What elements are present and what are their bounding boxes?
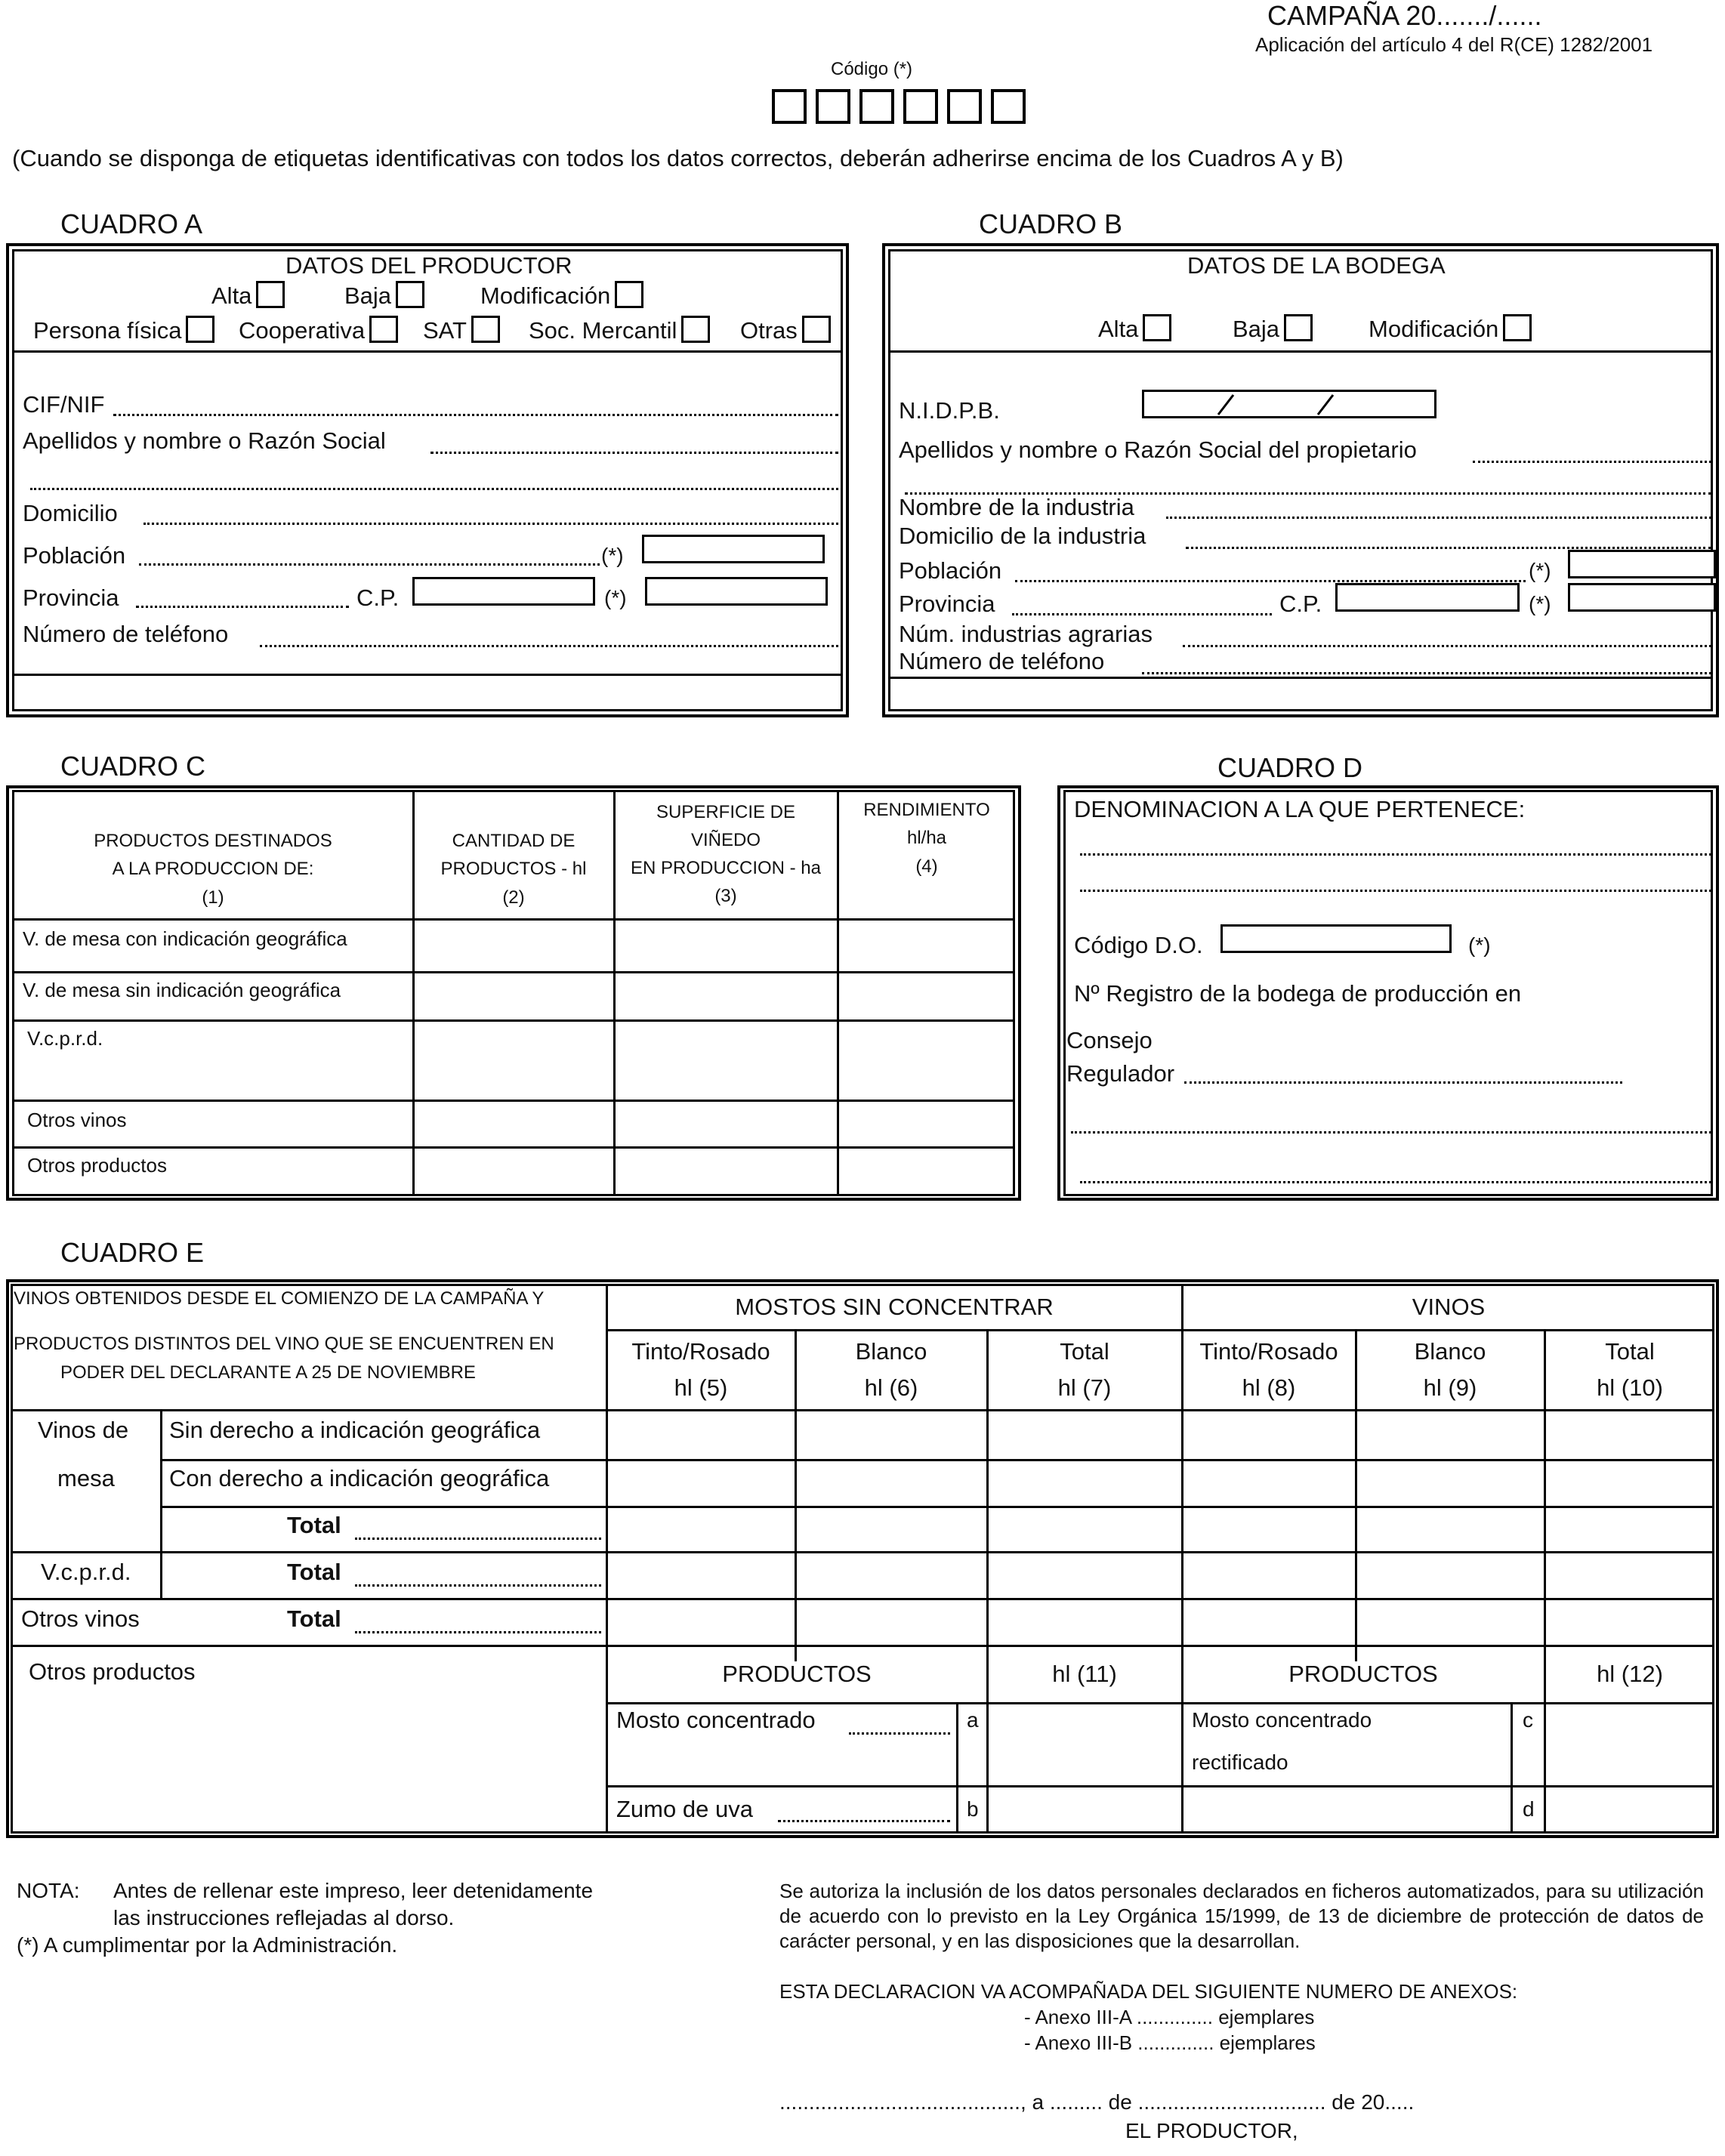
productos-header: PRODUCTOS: [722, 1660, 872, 1687]
bodega-baja-option[interactable]: [1233, 314, 1313, 343]
otros-productos-label: Otros productos: [29, 1658, 196, 1685]
marker-b: b: [967, 1797, 979, 1821]
provincia-code-box[interactable]: [1568, 583, 1716, 612]
divider: [795, 1329, 797, 1661]
sat-option[interactable]: [423, 316, 500, 344]
col-unit: hl (7): [1057, 1374, 1112, 1401]
col-name: Total: [1605, 1337, 1655, 1365]
denominacion-field-2[interactable]: [1080, 890, 1711, 892]
mostos-header: MOSTOS SIN CONCENTRAR: [735, 1293, 1054, 1320]
divider: [1181, 1284, 1183, 1661]
col-unit: hl (10): [1597, 1374, 1663, 1401]
persona-fisica-checkbox[interactable]: [186, 316, 214, 343]
persona-fisica-label: Persona física: [33, 317, 182, 344]
otras-option[interactable]: [740, 316, 831, 344]
admin-mark: (*): [604, 586, 627, 609]
marker-d: d: [1523, 1797, 1535, 1821]
col-header: [1184, 1332, 1353, 1408]
nombre-field-2[interactable]: [30, 488, 838, 490]
divider: [12, 674, 843, 676]
total-field[interactable]: [355, 1538, 601, 1540]
header-rendimiento: RENDIMIENTO hl/ha (4): [863, 800, 990, 877]
regulador-field-3[interactable]: [1080, 1181, 1711, 1183]
otras-checkbox[interactable]: [802, 316, 831, 343]
cuadro-e-title: CUADRO E: [60, 1237, 205, 1268]
provincia-label: Provincia: [23, 584, 119, 611]
modificacion-label: Modificación: [1369, 316, 1499, 342]
header-superficie: SUPERFICIE DE VIÑEDO EN PRODUCCION - ha (3): [630, 801, 822, 907]
propietario-label: Apellidos y nombre o Razón Social del propietario: [899, 436, 1417, 463]
mosto-rectificado-label-1: Mosto concentrado: [1192, 1708, 1372, 1732]
cuadro-d-title: CUADRO D: [1217, 752, 1363, 783]
admin-mark: (*): [1529, 559, 1551, 582]
nombre-field[interactable]: [430, 452, 838, 454]
poblacion-code-box[interactable]: [642, 535, 825, 563]
col-unit: hl (5): [674, 1374, 728, 1401]
anexo-a-line: - Anexo III-A .............. ejemplares: [1024, 2006, 1315, 2028]
mosto-concentrado-field[interactable]: [849, 1732, 950, 1735]
admin-mark: (*): [1468, 933, 1491, 957]
col-header: [989, 1332, 1180, 1408]
cp-box[interactable]: [412, 577, 595, 606]
divider: [11, 1598, 1714, 1600]
poblacion-field[interactable]: [139, 563, 600, 566]
telefono-field[interactable]: [260, 645, 838, 647]
divider: [12, 918, 1015, 921]
telefono-label: Número de teléfono: [899, 648, 1105, 674]
divider: [12, 350, 843, 353]
consejo-label: Consejo: [1066, 1027, 1153, 1053]
soc-mercantil-option[interactable]: [529, 316, 710, 344]
code-box[interactable]: [816, 89, 850, 124]
divider: [12, 1146, 1015, 1149]
col-unit: hl (9): [1423, 1374, 1477, 1401]
denominacion-label: DENOMINACION A LA QUE PERTENECE:: [1074, 796, 1526, 822]
divider: [412, 790, 415, 1196]
bodega-modificacion-option[interactable]: [1369, 314, 1532, 343]
mosto-rectificado-label-2: rectificado: [1192, 1750, 1288, 1774]
code-box[interactable]: [903, 89, 938, 124]
regulation-reference: Aplicación del artículo 4 del R(CE) 1282/2001: [1255, 33, 1653, 56]
baja-label: Baja: [344, 282, 392, 309]
cif-label: CIF/NIF: [23, 391, 105, 418]
slash-separators: [1144, 392, 1434, 416]
divider: [888, 677, 1713, 679]
baja-option[interactable]: [344, 281, 424, 310]
cuadro-b-title: CUADRO B: [979, 208, 1123, 239]
vinos-description-3: PODER DEL DECLARANTE A 25 DE NOVIEMBRE: [60, 1362, 476, 1383]
divider: [606, 1785, 1714, 1787]
industria-field[interactable]: [1166, 517, 1711, 519]
divider: [12, 1100, 1015, 1102]
modificacion-label: Modificación: [480, 282, 611, 309]
divider: [1355, 1329, 1357, 1661]
col-header: [1547, 1332, 1713, 1408]
cuadro-a-heading: DATOS DEL PRODUCTOR: [285, 252, 572, 279]
sat-checkbox[interactable]: [471, 316, 500, 343]
nidpb-box[interactable]: [1142, 390, 1436, 418]
vinos-description-1: VINOS OBTENIDOS DESDE EL COMIENZO DE LA CAMPAÑA Y: [14, 1288, 545, 1309]
regulador-field[interactable]: [1184, 1081, 1622, 1084]
bodega-alta-option[interactable]: [1098, 314, 1171, 343]
alta-option[interactable]: [211, 281, 285, 310]
col-header: [798, 1332, 985, 1408]
col-unit: hl (6): [864, 1374, 918, 1401]
persona-fisica-option[interactable]: [33, 316, 214, 344]
code-box[interactable]: [772, 89, 807, 124]
row-label: Otros productos: [27, 1154, 167, 1177]
col-name: Tinto/Rosado: [631, 1337, 770, 1365]
telefono-label: Número de teléfono: [23, 621, 229, 647]
zumo-uva-label: Zumo de uva: [616, 1796, 753, 1822]
modificacion-checkbox[interactable]: [1503, 314, 1532, 341]
admin-mark: (*): [1529, 592, 1551, 615]
total-label: Total: [287, 1559, 341, 1585]
campaign-title: CAMPAÑA 20......./......: [1267, 0, 1542, 31]
divider: [12, 1019, 1015, 1022]
mosto-concentrado-label: Mosto concentrado: [616, 1707, 816, 1733]
divider: [606, 1329, 1714, 1331]
total-label: Total: [287, 1512, 341, 1538]
provincia-code-box[interactable]: [645, 577, 828, 606]
label-instruction: (Cuando se disponga de etiquetas identificativas con todos los datos correctos, deberán adherirse encima de los Cuadros A y B): [12, 145, 1344, 171]
provincia-field[interactable]: [136, 606, 349, 608]
divider: [837, 790, 839, 1196]
domicilio-label: Domicilio: [23, 500, 118, 526]
col-unit: hl (8): [1242, 1374, 1296, 1401]
regulador-label: Regulador: [1066, 1060, 1175, 1087]
divider: [613, 790, 616, 1196]
divider: [12, 971, 1015, 973]
zumo-uva-field[interactable]: [778, 1820, 950, 1822]
anexos-heading: ESTA DECLARACION VA ACOMPAÑADA DEL SIGUIENTE NUMERO DE ANEXOS:: [779, 1980, 1518, 2003]
code-box[interactable]: [947, 89, 982, 124]
nota-line-2: las instrucciones reflejadas al dorso.: [113, 1906, 455, 1929]
provincia-field[interactable]: [1012, 613, 1272, 615]
productos-header: PRODUCTOS: [1288, 1660, 1438, 1687]
cp-label: C.P.: [356, 584, 400, 611]
code-boxes: [772, 89, 1026, 124]
regulador-field-2[interactable]: [1071, 1131, 1711, 1134]
row-label: V.c.p.r.d.: [27, 1027, 103, 1050]
code-box[interactable]: [859, 89, 894, 124]
alta-checkbox[interactable]: [256, 281, 285, 308]
divider: [1544, 1329, 1546, 1834]
vcprd-label: V.c.p.r.d.: [41, 1559, 131, 1585]
marker-c: c: [1523, 1708, 1533, 1732]
nidpb-label: N.I.D.P.B.: [899, 397, 1000, 424]
poblacion-code-box[interactable]: [1568, 550, 1716, 578]
baja-label: Baja: [1233, 316, 1280, 342]
divider: [11, 1551, 1714, 1553]
cooperativa-option[interactable]: [239, 316, 398, 344]
vinos-header: VINOS: [1412, 1293, 1486, 1320]
registro-label: Nº Registro de la bodega de producción en: [1074, 980, 1522, 1007]
sin-derecho-label: Sin derecho a indicación geográfica: [169, 1417, 541, 1443]
soc-mercantil-label: Soc. Mercantil: [529, 317, 677, 344]
cif-field[interactable]: [113, 414, 838, 416]
divider: [1181, 1661, 1183, 1834]
cooperativa-checkbox[interactable]: [369, 316, 398, 343]
propietario-field[interactable]: [1473, 461, 1711, 463]
codigo-do-label: Código D.O.: [1074, 932, 1203, 958]
nota-line-1: Antes de rellenar este impreso, leer detenidamente: [113, 1879, 594, 1902]
asterisk-note: (*) A cumplimentar por la Administración.: [17, 1933, 398, 1957]
vinos-de-label: Vinos de: [38, 1417, 129, 1443]
divider: [606, 1284, 608, 1834]
industria-label: Nombre de la industria: [899, 494, 1134, 520]
divider: [160, 1459, 1714, 1461]
row-label: V. de mesa con indicación geográfica: [23, 927, 347, 950]
total-field[interactable]: [355, 1631, 601, 1633]
col-name: Blanco: [855, 1337, 927, 1365]
fecha-line[interactable]: ........................................., a ......... de ................................ de 20.....: [779, 2090, 1415, 2114]
marker-a: a: [967, 1708, 979, 1732]
divider: [1511, 1702, 1513, 1834]
domicilio-industria-label: Domicilio de la industria: [899, 523, 1146, 549]
vinos-description-2: PRODUCTOS DISTINTOS DEL VINO QUE SE ENCUENTREN EN: [14, 1334, 554, 1354]
divider: [160, 1409, 162, 1598]
row-label: Otros vinos: [27, 1109, 127, 1131]
poblacion-field[interactable]: [1015, 580, 1526, 582]
col-header: [1358, 1332, 1542, 1408]
divider: [956, 1702, 958, 1834]
sat-label: SAT: [423, 317, 467, 344]
otras-label: Otras: [740, 317, 798, 344]
header-productos: PRODUCTOS DESTINADOS A LA PRODUCCION DE: (1): [94, 831, 332, 908]
con-derecho-label: Con derecho a indicación geográfica: [169, 1465, 550, 1491]
telefono-field[interactable]: [1142, 672, 1711, 674]
divider: [160, 1506, 1714, 1508]
poblacion-label: Población: [899, 557, 1002, 584]
header-cantidad: CANTIDAD DE PRODUCTOS - hl (2): [440, 831, 587, 908]
col-name: Total: [1060, 1337, 1109, 1365]
col-name: Blanco: [1414, 1337, 1486, 1365]
cp-label: C.P.: [1279, 591, 1322, 617]
hl12-header: hl (12): [1597, 1660, 1663, 1687]
domicilio-field[interactable]: [143, 523, 838, 525]
hl11-header: hl (11): [1052, 1660, 1117, 1687]
otros-vinos-label: Otros vinos: [21, 1605, 140, 1632]
denominacion-field[interactable]: [1080, 853, 1711, 856]
soc-mercantil-checkbox[interactable]: [681, 316, 710, 343]
num-industrias-label: Núm. industrias agrarias: [899, 621, 1153, 647]
code-label: Código (*): [831, 59, 913, 79]
total-label: Total: [287, 1605, 341, 1632]
col-header: [609, 1332, 793, 1408]
cuadro-c-title: CUADRO C: [60, 751, 206, 782]
codigo-do-box[interactable]: [1220, 924, 1452, 953]
cuadro-b-heading: DATOS DE LA BODEGA: [1187, 252, 1446, 279]
anexo-b-line: - Anexo III-B .............. ejemplares: [1024, 2031, 1316, 2054]
provincia-label: Provincia: [899, 591, 995, 617]
autorizacion-text: Se autoriza la inclusión de los datos personales declarados en ficheros automatizados, para su utilización de acuerdo con lo previsto en la Ley Orgánica 15/1999, de 13 de diciembre de protección de datos de carácter personal, y en las disposiciones que la desarrollan.: [779, 1880, 1704, 1952]
nombre-label: Apellidos y nombre o Razón Social: [23, 427, 386, 454]
alta-checkbox[interactable]: [1143, 314, 1171, 341]
cooperativa-label: Cooperativa: [239, 317, 366, 344]
alta-label: Alta: [211, 282, 252, 309]
productor-label: EL PRODUCTOR,: [1125, 2119, 1298, 2142]
alta-label: Alta: [1098, 316, 1139, 342]
col-name: Tinto/Rosado: [1199, 1337, 1338, 1365]
modificacion-checkbox[interactable]: [615, 281, 643, 308]
cp-box[interactable]: [1335, 583, 1520, 612]
divider: [11, 1409, 1714, 1411]
total-field[interactable]: [355, 1584, 601, 1587]
divider: [888, 350, 1713, 353]
code-box[interactable]: [991, 89, 1026, 124]
nota-label: NOTA:: [17, 1879, 80, 1902]
mesa-label: mesa: [57, 1465, 115, 1491]
modificacion-option[interactable]: [480, 281, 643, 310]
row-label: V. de mesa sin indicación geográfica: [23, 979, 341, 1001]
divider: [11, 1645, 1714, 1647]
divider: [606, 1702, 1714, 1704]
baja-checkbox[interactable]: [1284, 314, 1313, 341]
domicilio-industria-field[interactable]: [1186, 547, 1711, 549]
cuadro-a-title: CUADRO A: [60, 208, 203, 239]
admin-mark: (*): [601, 544, 624, 567]
baja-checkbox[interactable]: [396, 281, 424, 308]
poblacion-label: Población: [23, 542, 126, 569]
divider: [986, 1329, 989, 1834]
num-industrias-field[interactable]: [1183, 645, 1711, 647]
